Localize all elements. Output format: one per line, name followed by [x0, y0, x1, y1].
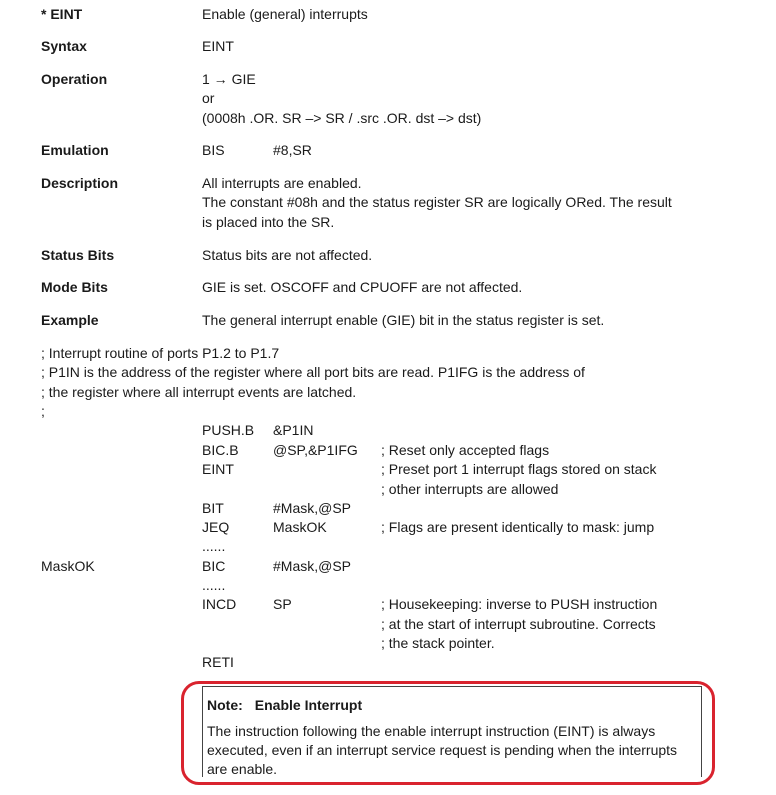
code-comment: ; the stack pointer.	[381, 635, 495, 651]
operation-label: Operation	[41, 71, 108, 87]
instruction-mnemonic: * EINT	[41, 6, 83, 22]
description-label: Description	[41, 175, 119, 191]
status-bits-value: Status bits are not affected.	[202, 247, 373, 263]
example-comment: ;	[41, 403, 45, 419]
code-operand: SP	[273, 596, 292, 612]
code-instr: BIC	[202, 558, 226, 574]
note-line: The instruction following the enable interrupt instruction (EINT) is always	[207, 723, 656, 739]
note-line: are enable.	[207, 761, 278, 777]
note-heading	[207, 696, 362, 716]
code-ellipsis: ......	[202, 577, 226, 593]
syntax-value: EINT	[202, 38, 234, 54]
code-comment: ; at the start of interrupt subroutine. Corrects	[381, 616, 656, 632]
emulation-label: Emulation	[41, 142, 109, 158]
note-body	[207, 722, 695, 779]
code-operand: MaskOK	[273, 519, 327, 535]
syntax-label: Syntax	[41, 38, 87, 54]
code-instr: BIT	[202, 500, 224, 516]
note-title: Enable Interrupt	[254, 697, 363, 713]
example-label: Example	[41, 312, 99, 328]
mode-bits-label: Mode Bits	[41, 279, 108, 295]
code-instr: INCD	[202, 596, 237, 612]
code-label: MaskOK	[41, 558, 95, 574]
code-comment: ; Flags are present identically to mask: jump	[381, 519, 655, 535]
code-comment: ; other interrupts are allowed	[381, 481, 559, 497]
code-comment: ; Preset port 1 interrupt flags stored on stack	[381, 461, 657, 477]
emulation-operand: #8,SR	[273, 142, 312, 158]
code-operand: #Mask,@SP	[273, 558, 352, 574]
code-ellipsis: ......	[202, 538, 226, 554]
status-bits-label: Status Bits	[41, 247, 115, 263]
operation-line: 1 → GIE	[202, 71, 256, 87]
operation-line: or	[202, 90, 215, 106]
code-instr: PUSH.B	[202, 422, 255, 438]
mode-bits-value: GIE is set. OSCOFF and CPUOFF are not affected.	[202, 279, 523, 295]
code-operand: &P1IN	[273, 422, 314, 438]
code-operand: #Mask,@SP	[273, 500, 352, 516]
code-comment: ; Housekeeping: inverse to PUSH instruction	[381, 596, 658, 612]
description-line: is placed into the SR.	[202, 214, 335, 230]
code-operand: @SP,&P1IFG	[273, 442, 358, 458]
example-value: The general interrupt enable (GIE) bit in the status register is set.	[202, 312, 605, 328]
example-comment: ; P1IN is the address of the register where all port bits are read. P1IFG is the address of	[41, 364, 585, 380]
code-instr: BIC.B	[202, 442, 239, 458]
description-line: All interrupts are enabled.	[202, 175, 362, 191]
note-label: Note:	[207, 697, 243, 713]
instruction-title: Enable (general) interrupts	[202, 6, 368, 22]
description-line: The constant #08h and the status register SR are logically ORed. The result	[202, 194, 672, 210]
code-instr: EINT	[202, 461, 234, 477]
code-comment: ; Reset only accepted flags	[381, 442, 550, 458]
example-comment: ; Interrupt routine of ports P1.2 to P1.7	[41, 345, 280, 361]
example-comment: ; the register where all interrupt events are latched.	[41, 384, 357, 400]
note-line: executed, even if an interrupt service request is pending when the interrupts	[207, 742, 678, 758]
code-instr: JEQ	[202, 519, 230, 535]
emulation-instr: BIS	[202, 142, 225, 158]
operation-line: (0008h .OR. SR –> SR / .src .OR. dst –> dst)	[202, 110, 482, 126]
code-instr: RETI	[202, 654, 234, 670]
